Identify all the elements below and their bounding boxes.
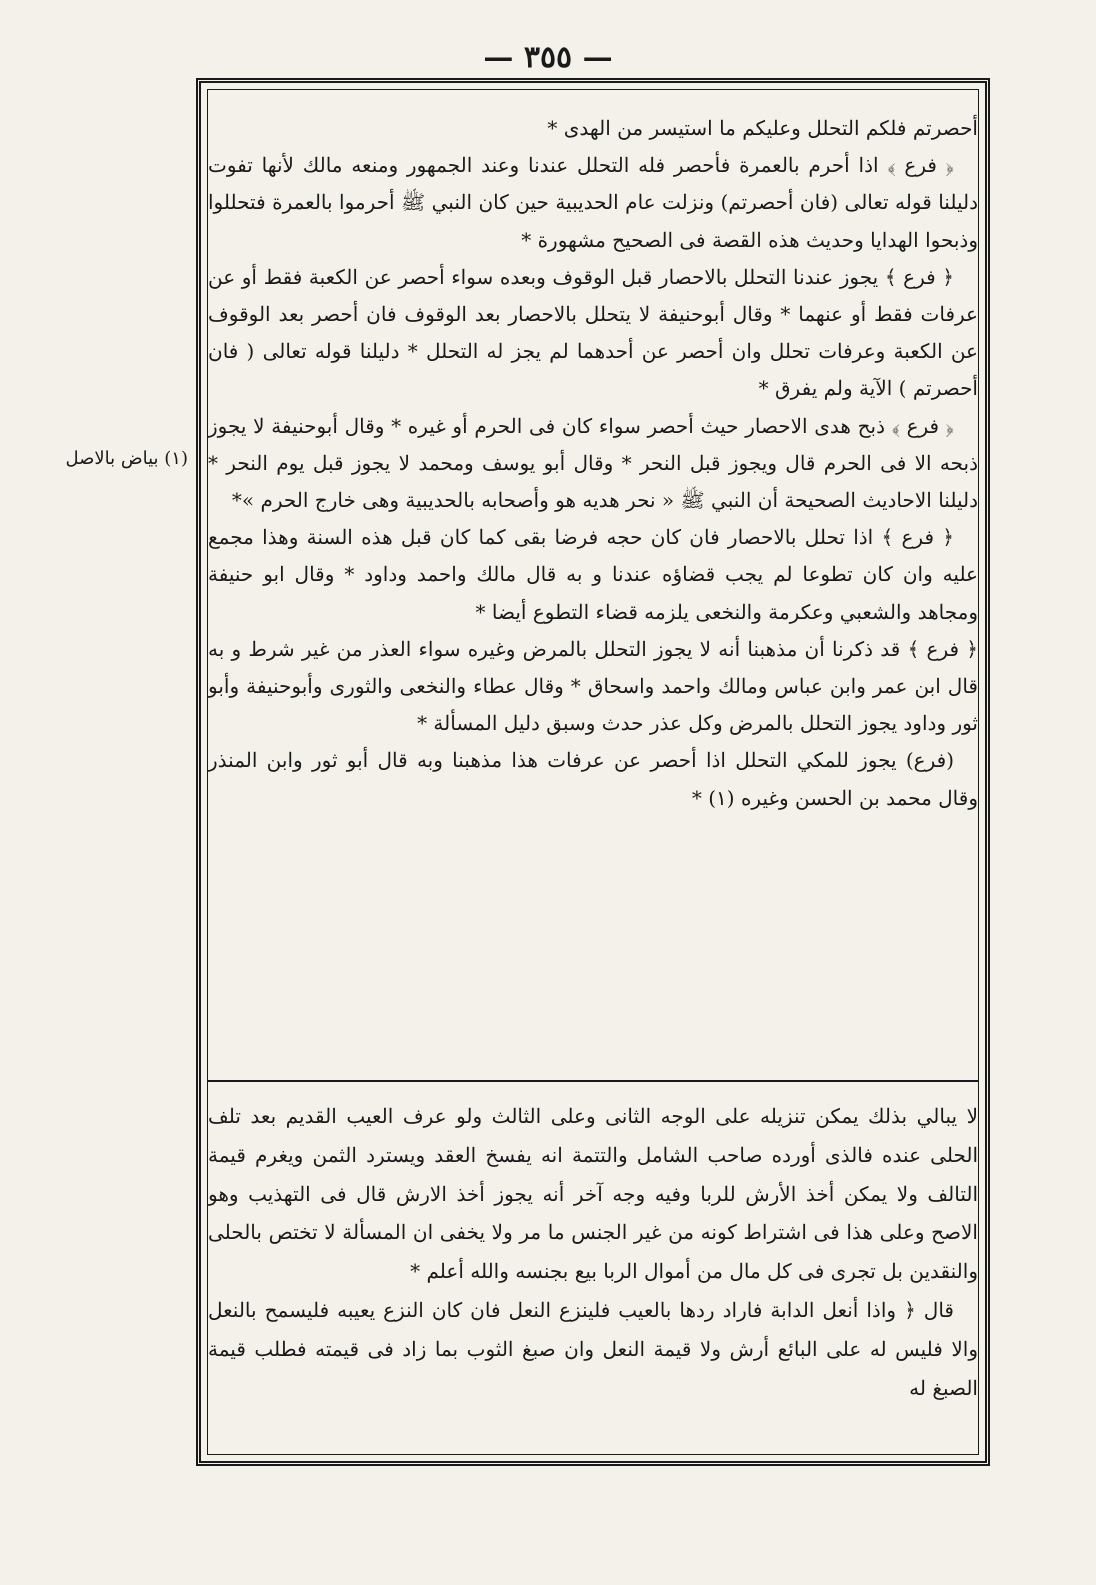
paragraph: ﴿ فرع ﴾ اذا تحلل بالاحصار فان كان حجه فرضا بقى كما كان قبل هذه السنة وهذا مجمع عليه وان كان تطوعا لم يجب قضاؤه عندنا و به قال مالك واحمد وداود * وقال ابو حنيفة ومجاهد والشعبي وعكرمة والنخعى يلزمه قضاء التطوع أيضا * bbox=[208, 525, 978, 624]
section-separator bbox=[208, 1080, 978, 1082]
paragraph: ﴿ فرع ﴾ قد ذكرنا أن مذهبنا أنه لا يجوز التحلل بالمرض وغيره سواء العذر من غير شرط و به قال ابن عمر وابن عباس ومالك واحمد واسحاق * وقال عطاء والنخعى والثورى وأبوحنيفة وأبو ثور وداود يجوز التحلل بالمرض وكل عذر حدث وسبق دليل المسألة * bbox=[208, 636, 978, 736]
margin-note: (١) بياض بالاصل bbox=[65, 448, 188, 469]
paragraph: ﴿ فرع ﴾ ذبح هدى الاحصار حيث أحصر سواء كان فى الحرم أو غيره * وقال أبوحنيفة لا يجوز ذبحه الا فى الحرم قال ويجوز قبل النحر * وقال أبو يوسف ومحمد لا يجوز قبل يوم النحر * دليلنا الاحاديث الصحيحة أن النبي ﷺ « نحر هديه هو وأصحابه بالحديبية وهى خارج الحرم »* bbox=[208, 413, 979, 513]
paragraph: أحصرتم فلكم التحلل وعليكم ما استيسر من الهدى * bbox=[547, 116, 978, 140]
main-text bbox=[208, 110, 978, 817]
paragraph: (فرع) يجوز للمكي التحلل اذا أحصر عن عرفات هذا مذهبنا وبه قال أبو ثور وابن المنذر وقال محمد بن الحسن وغيره (١) * bbox=[208, 748, 978, 810]
paragraph: ﴿ فرع ﴾ يجوز عندنا التحلل بالاحصار قبل الوقوف وبعده سواء أحصر عن الكعبة فقط أو عن عرفات فقط أو عنهما * وقال أبوحنيفة لا يتحلل بالاحصار بعد الوقوف فان أحصر بعد الوقوف عن الكعبة وعرفات تحلل وان أحصر عن أحدهما لم يجز له التحلل * دليلنا قوله تعالى ( فان أحصرتم ) الآية ولم يفرق * bbox=[208, 264, 978, 401]
commentary-text bbox=[208, 1097, 978, 1407]
page-number: — ٣٥٥ — bbox=[483, 40, 613, 75]
paragraph: قال ﴿ واذا أنعل الدابة فاراد ردها بالعيب فلينزع النعل فان كان النزع يعيبه فليسمح بالنعل والا فليس له على البائع أرش ولا قيمة النعل وان صبغ الثوب بما زاد فى قيمته فطلب قيمة الصبغ له bbox=[208, 1297, 978, 1400]
paragraph: لا يبالي بذلك يمكن تنزيله على الوجه الثانى وعلى الثالث ولو عرف العيب القديم بعد تلف الحلى عنده فالذى أورده صاحب الشامل والتتمة انه يفسخ العقد ويسترد الثمن ويغرم قيمة التالف ولا يمكن أخذ الأرش للربا وفيه وجه آخر أنه يجوز أخذ الارش قال فى التهذيب وهو الاصح وعلى هذا فى اشتراط كونه من غير الجنس ما مر ولا يخفى ان المسألة لا تختص بالحلى والنقدين بل تجرى فى كل مال من أموال الربا بيع بجنسه والله أعلم * bbox=[208, 1104, 978, 1284]
paragraph: ﴿ فرع ﴾ اذا أحرم بالعمرة فأحصر فله التحلل عندنا وعند الجمهور ومنعه مالك لأنها تفوت دليلنا قوله تعالى (فان أحصرتم) ونزلت عام الحديبية حين كان النبي ﷺ أحرموا بالعمرة فتحللوا وذبحوا الهدايا وحديث هذه القصة فى الصحيح مشهورة * bbox=[208, 153, 978, 252]
